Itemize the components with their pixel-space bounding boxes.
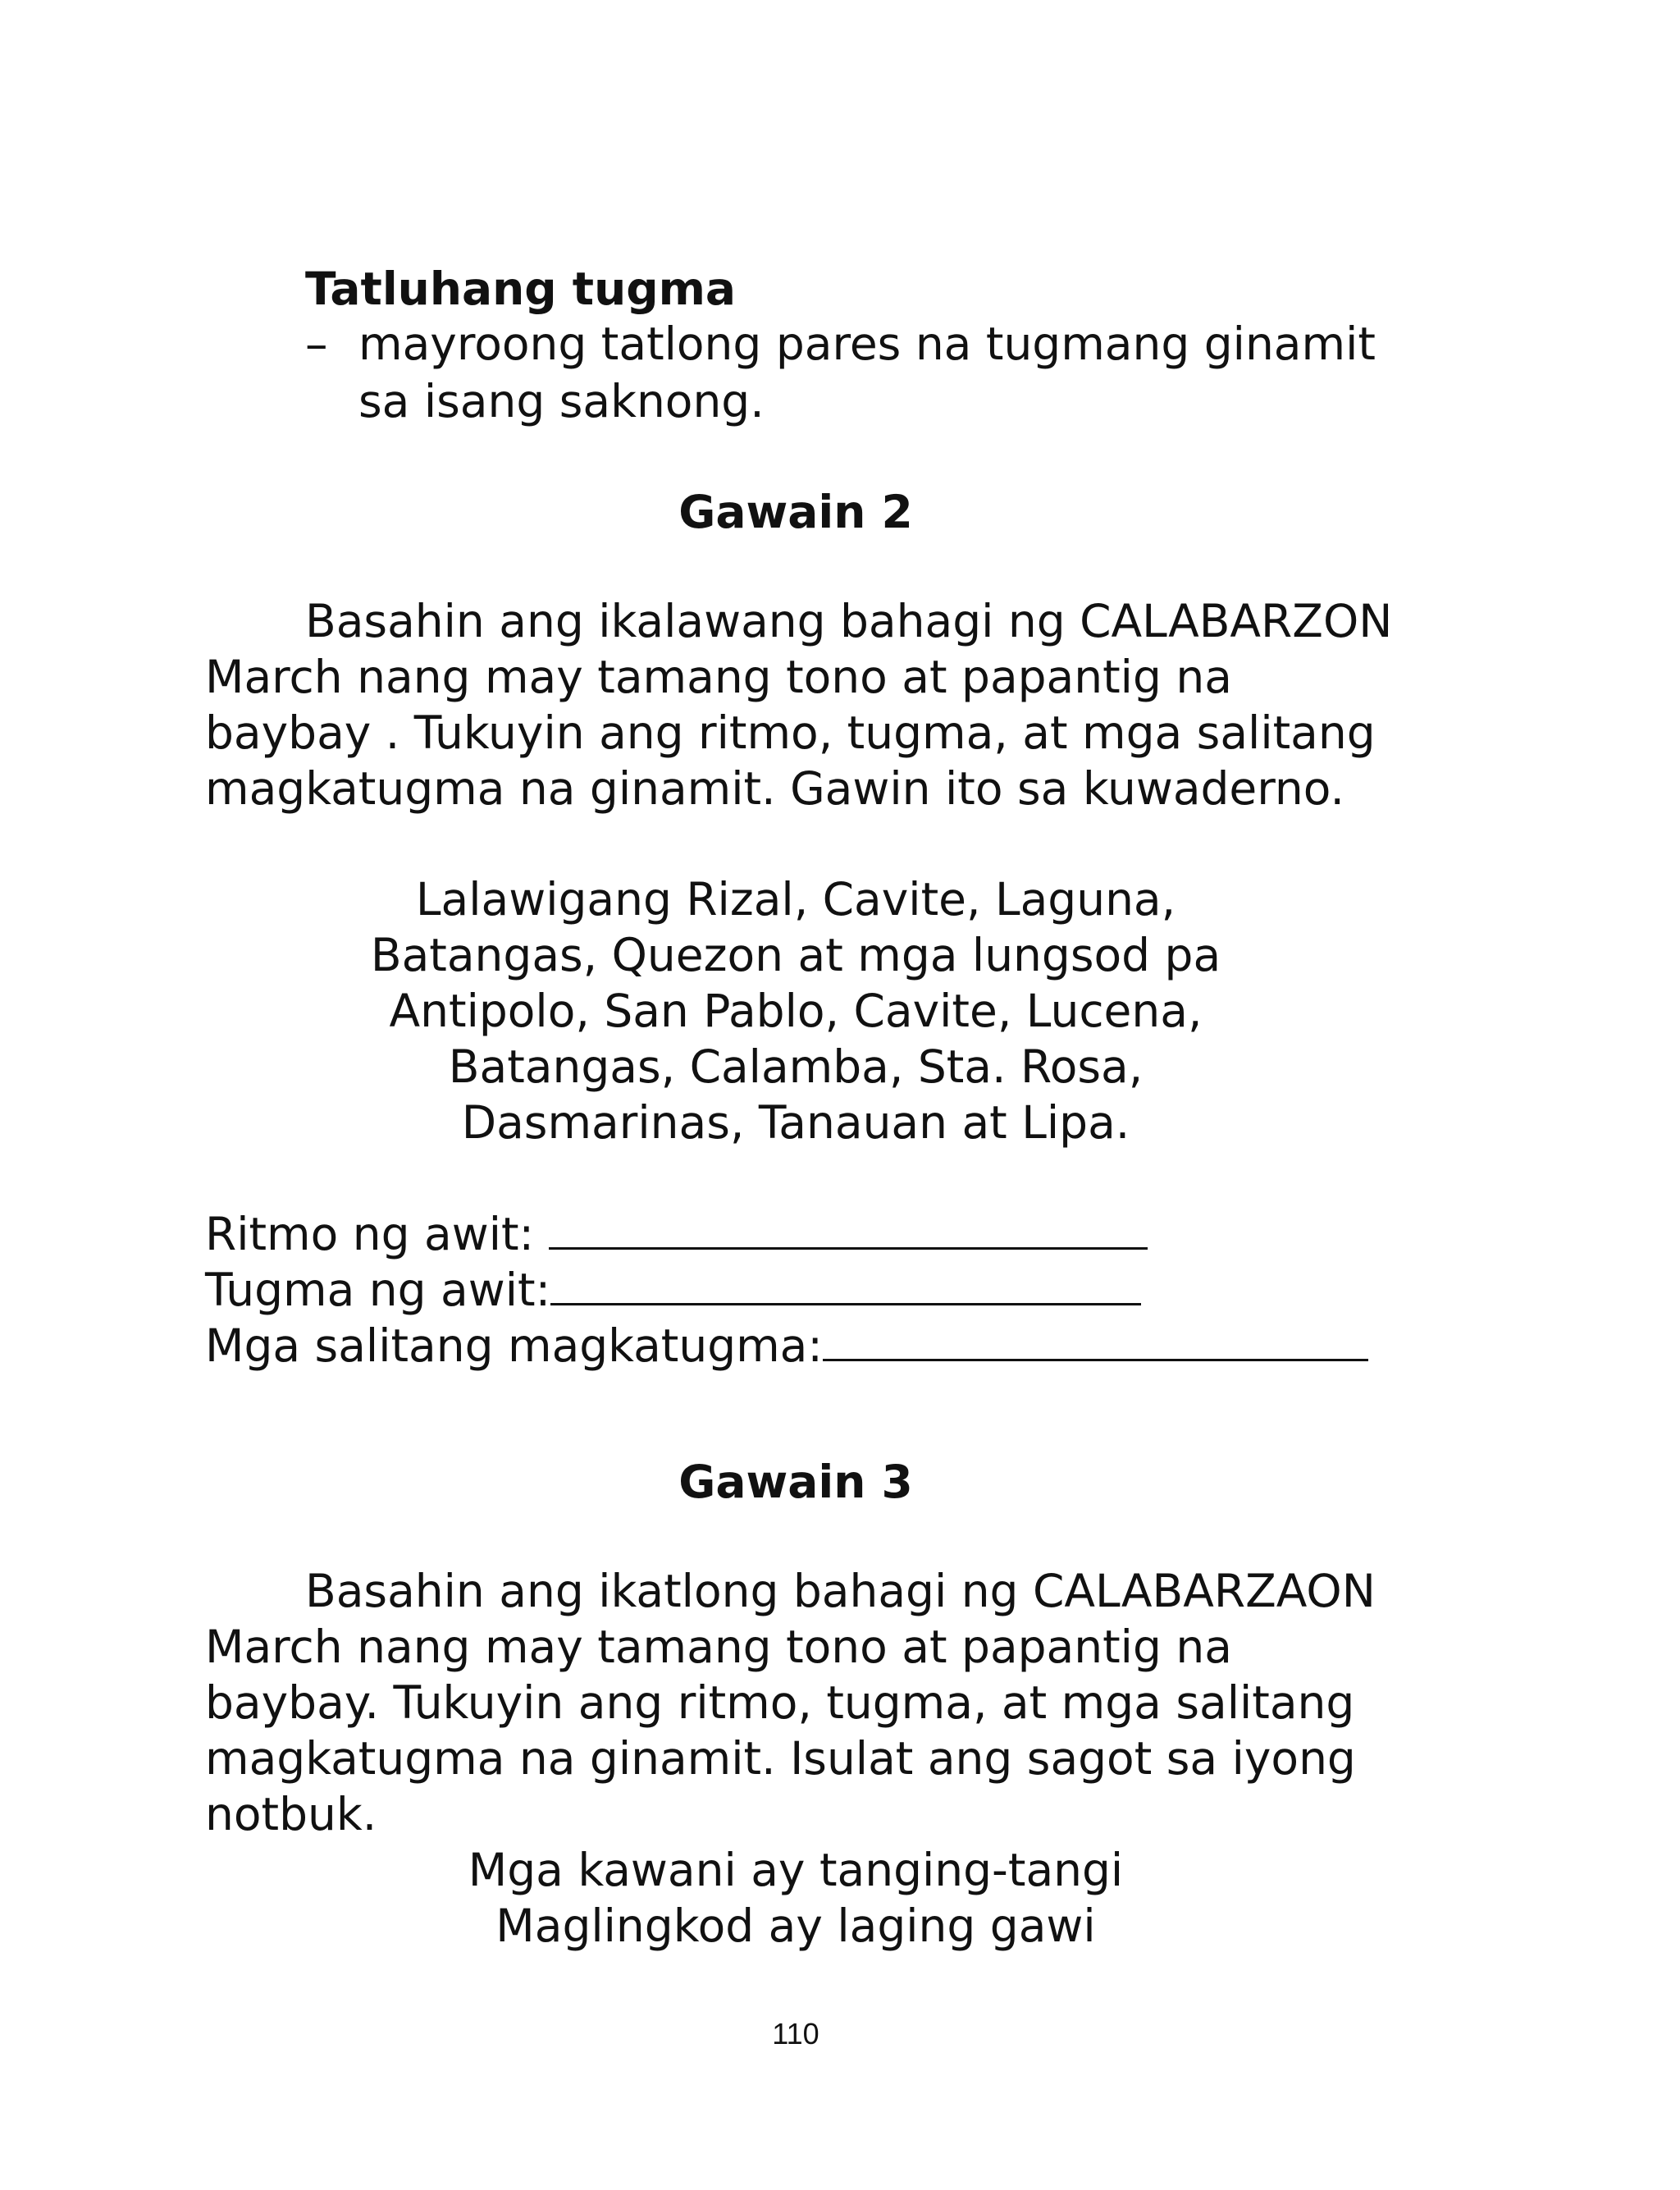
salita-blank[interactable] bbox=[823, 1318, 1368, 1361]
definition-word: na bbox=[915, 318, 972, 370]
instruction-line: Basahin ang ikalawang bahagi ng CALABARZON bbox=[305, 595, 1393, 647]
instruction-line: March nang may tamang tono at papantig na bbox=[205, 1621, 1232, 1673]
verse-line: Antipolo, San Pablo, Cavite, Lucena, bbox=[389, 985, 1203, 1037]
page-number: 110 bbox=[772, 2017, 819, 2051]
verse-line: Batangas, Calamba, Sta. Rosa, bbox=[448, 1040, 1144, 1093]
instruction-line: magkatugma na ginamit. Isulat ang sagot sa iyong bbox=[205, 1732, 1356, 1785]
instruction-line: magkatugma na ginamit. Gawin ito sa kuwaderno. bbox=[205, 762, 1344, 815]
ritmo-label: Ritmo ng awit: bbox=[205, 1208, 549, 1260]
definition-line-1 bbox=[358, 316, 1376, 372]
definition-word: pares bbox=[775, 318, 902, 370]
verse-line: Mga kawani ay tanging-tangi bbox=[468, 1844, 1124, 1896]
definition-line-2: sa isang saknong. bbox=[358, 375, 765, 427]
instruction-line: March nang may tamang tono at papantig na bbox=[205, 651, 1232, 703]
verse-line: Dasmarinas, Tanauan at Lipa. bbox=[461, 1096, 1130, 1149]
gawain-2-heading: Gawain 2 bbox=[678, 486, 913, 538]
instruction-line: Basahin ang ikatlong bahagi ng CALABARZAON bbox=[305, 1565, 1376, 1617]
tugma-label: Tugma ng awit: bbox=[205, 1264, 551, 1316]
definition-word: mayroong bbox=[358, 318, 587, 370]
salita-label: Mga salitang magkatugma: bbox=[205, 1319, 823, 1372]
section-title: Tatluhang tugma bbox=[305, 263, 737, 315]
instruction-line: baybay. Tukuyin ang ritmo, tugma, at mga salitang bbox=[205, 1676, 1355, 1729]
gawain-3-heading: Gawain 3 bbox=[678, 1456, 913, 1508]
ritmo-field bbox=[205, 1206, 1148, 1262]
verse-line: Batangas, Quezon at mga lungsod pa bbox=[370, 929, 1221, 981]
definition-dash: – bbox=[305, 318, 328, 370]
tugma-field bbox=[205, 1262, 1141, 1318]
ritmo-blank[interactable] bbox=[549, 1206, 1148, 1250]
definition-word: ginamit bbox=[1203, 318, 1376, 370]
tugma-blank[interactable] bbox=[550, 1262, 1141, 1305]
salita-field bbox=[205, 1318, 1368, 1374]
instruction-line: baybay . Tukuyin ang ritmo, tugma, at mga salitang bbox=[205, 706, 1376, 759]
definition-word: tugmang bbox=[985, 318, 1190, 370]
instruction-line: notbuk. bbox=[205, 1788, 377, 1840]
definition-word: tatlong bbox=[600, 318, 762, 370]
verse-line: Maglingkod ay laging gawi bbox=[495, 1900, 1096, 1952]
verse-line: Lalawigang Rizal, Cavite, Laguna, bbox=[415, 873, 1176, 926]
